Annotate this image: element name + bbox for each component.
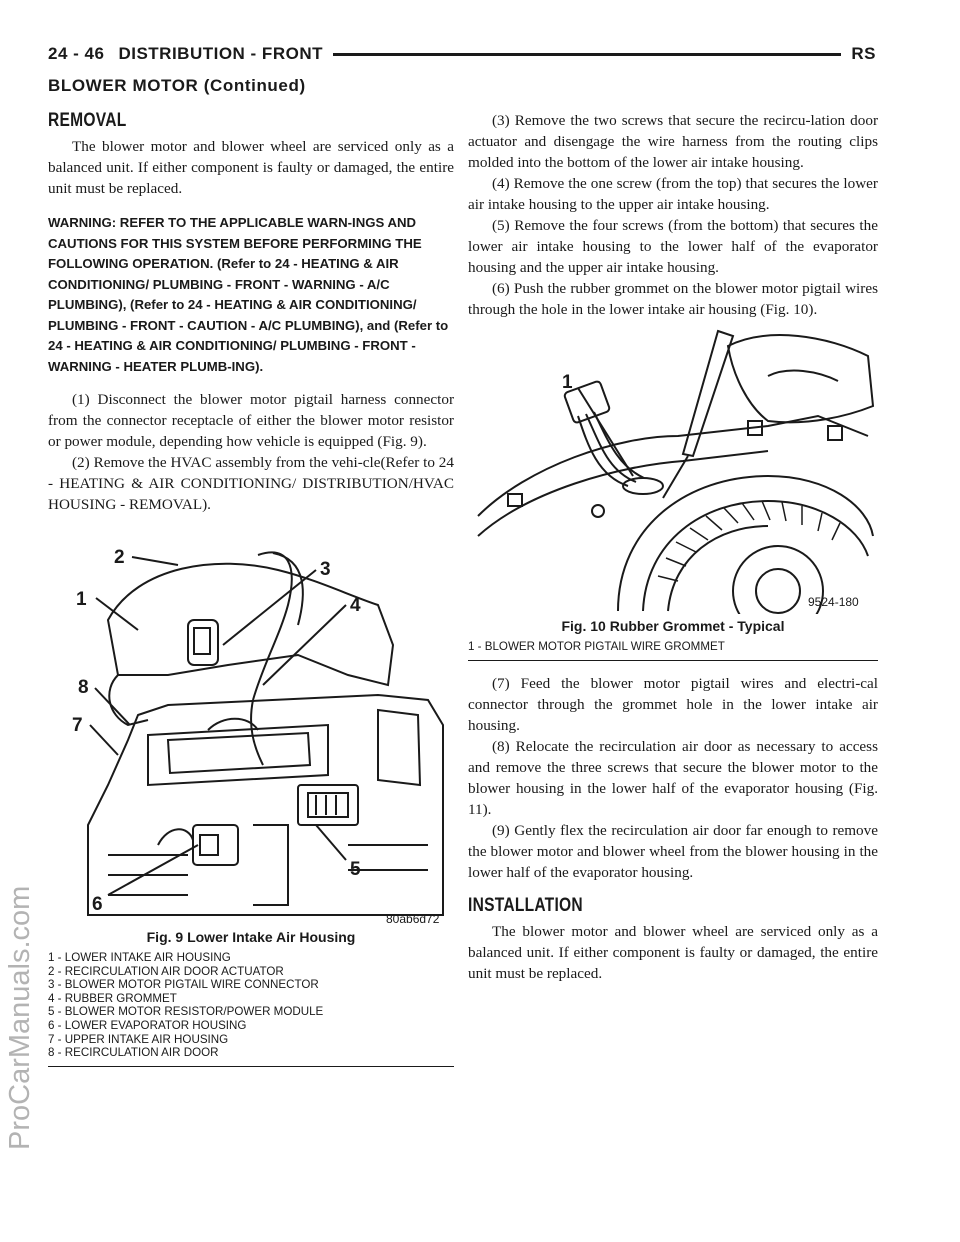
fig9-legend-item: 6 - LOWER EVAPORATOR HOUSING <box>48 1018 247 1032</box>
fig9-legend-item: 4 - RUBBER GROMMET <box>48 991 177 1005</box>
fig9-caption: Fig. 9 Lower Intake Air Housing <box>146 929 356 945</box>
warning-text: WARNING: REFER TO THE APPLICABLE WARN-INGS AND CAUTIONS FOR THIS SYSTEM BEFORE PERFORMING THE FOLLOWING OPERATION. (Refer to 24 - HEATING & AIR CONDITIONING/ PLUMBING - FRONT - WARNING - A/C PLUMBING), (Refer to 24 - HEATING & AIR CONDITIONING/ PLUMBING - FRONT - CAUTION - A/C PLUMBING), and (Refer to 24 - HEATING & AIR CONDITIONING/ PLUMBING - FRONT - WARNING - HEATER PLUMB-ING). <box>48 215 449 374</box>
step-5: (5) Remove the four screws (from the bottom) that secures the lower air intake housing to the lower half of the evaporator housing and the upper air intake housing. <box>468 217 878 276</box>
fig9-callout-5: 5 <box>350 859 361 880</box>
step-4: (4) Remove the one screw (from the top) that secures the lower air intake housing to the upper air intake housing. <box>468 175 878 213</box>
fig9-callout-4: 4 <box>350 595 361 616</box>
figure-10 <box>468 326 878 661</box>
fig9-legend-item: 2 - RECIRCULATION AIR DOOR ACTUATOR <box>48 964 284 978</box>
section-title: DISTRIBUTION - FRONT <box>118 44 323 63</box>
fig10-bottom-rule <box>468 660 878 661</box>
fig9-bottom-rule <box>48 1066 454 1067</box>
fig10-legend <box>468 640 878 654</box>
fig9-legend-item: 7 - UPPER INTAKE AIR HOUSING <box>48 1032 229 1046</box>
fig9-legend-item: 1 - LOWER INTAKE AIR HOUSING <box>48 951 231 964</box>
step-8: (8) Relocate the recirculation air door as necessary to access and remove the three screws that secure the blower motor to the blower housing in the lower half of the evaporator housing (Fig. 11). <box>468 737 878 818</box>
figure-9-illustration <box>48 525 454 925</box>
removal-heading: REMOVAL <box>48 110 127 131</box>
fig9-legend-item: 3 - BLOWER MOTOR PIGTAIL WIRE CONNECTOR <box>48 978 319 992</box>
fig9-callout-7: 7 <box>72 715 83 736</box>
fig10-code: 9524-180 <box>808 595 859 609</box>
page-header <box>48 42 876 66</box>
header-rule <box>333 53 841 56</box>
step-3: (3) Remove the two screws that secure the recircu-lation door actuator and disengage the wire harness from the routing clips molded into the bottom of the lower air intake housing. <box>468 112 878 171</box>
fig9-callout-2: 2 <box>114 547 125 568</box>
step-6: (6) Push the rubber grommet on the blower motor pigtail wires through the hole in the lower intake air housing (Fig. 10). <box>468 280 878 318</box>
fig9-callout-3: 3 <box>320 559 331 580</box>
fig9-callout-8: 8 <box>78 677 89 698</box>
watermark: ProCarManuals.com <box>4 885 36 1150</box>
installation-heading: INSTALLATION <box>468 894 583 916</box>
step-9: (9) Gently flex the recirculation air door far enough to remove the blower motor and blower wheel from the blower housing in the lower half of the evaporator housing. <box>468 821 878 881</box>
page-ref: 24 - 46 <box>48 44 105 63</box>
figure-10-illustration <box>468 326 878 614</box>
fig9-legend-item: 8 - RECIRCULATION AIR DOOR <box>48 1046 219 1060</box>
fig9-callout-6: 6 <box>92 894 103 915</box>
step-1: (1) Disconnect the blower motor pigtail harness connector from the connector receptacle of either the blower motor resistor or power module, depending how vehicle is equipped (Fig. 9). <box>48 391 454 450</box>
fig9-legend-item: 5 - BLOWER MOTOR RESISTOR/POWER MODULE <box>48 1005 324 1019</box>
fig10-legend-item: 1 - BLOWER MOTOR PIGTAIL WIRE GROMMET <box>468 640 725 653</box>
step-2: (2) Remove the HVAC assembly from the vehi-cle(Refer to 24 - HEATING & AIR CONDITIONING/ DISTRIBUTION/HVAC HOUSING - REMOVAL). <box>48 454 454 513</box>
fig10-caption: Fig. 10 Rubber Grommet - Typical <box>561 618 785 634</box>
removal-intro: The blower motor and blower wheel are serviced only as a balanced unit. If either component is faulty or damaged, the entire unit must be replaced. <box>48 138 454 197</box>
fig9-legend <box>48 951 454 1060</box>
installation-intro: The blower motor and blower wheel are serviced only as a balanced unit. If either component is faulty or damaged, the entire unit must be replaced. <box>468 922 878 982</box>
figure-9 <box>48 525 454 1067</box>
left-column <box>48 110 454 1067</box>
fig9-callout-1: 1 <box>76 589 87 610</box>
section-code: RS <box>851 44 876 63</box>
right-column <box>468 110 878 984</box>
continued-heading: BLOWER MOTOR (Continued) <box>48 76 306 95</box>
fig9-code: 80ab6d72 <box>386 912 440 925</box>
fig10-callout-1: 1 <box>562 372 573 393</box>
step-7: (7) Feed the blower motor pigtail wires and electri-cal connector through the grommet hole in the lower intake air housing. <box>468 674 878 734</box>
